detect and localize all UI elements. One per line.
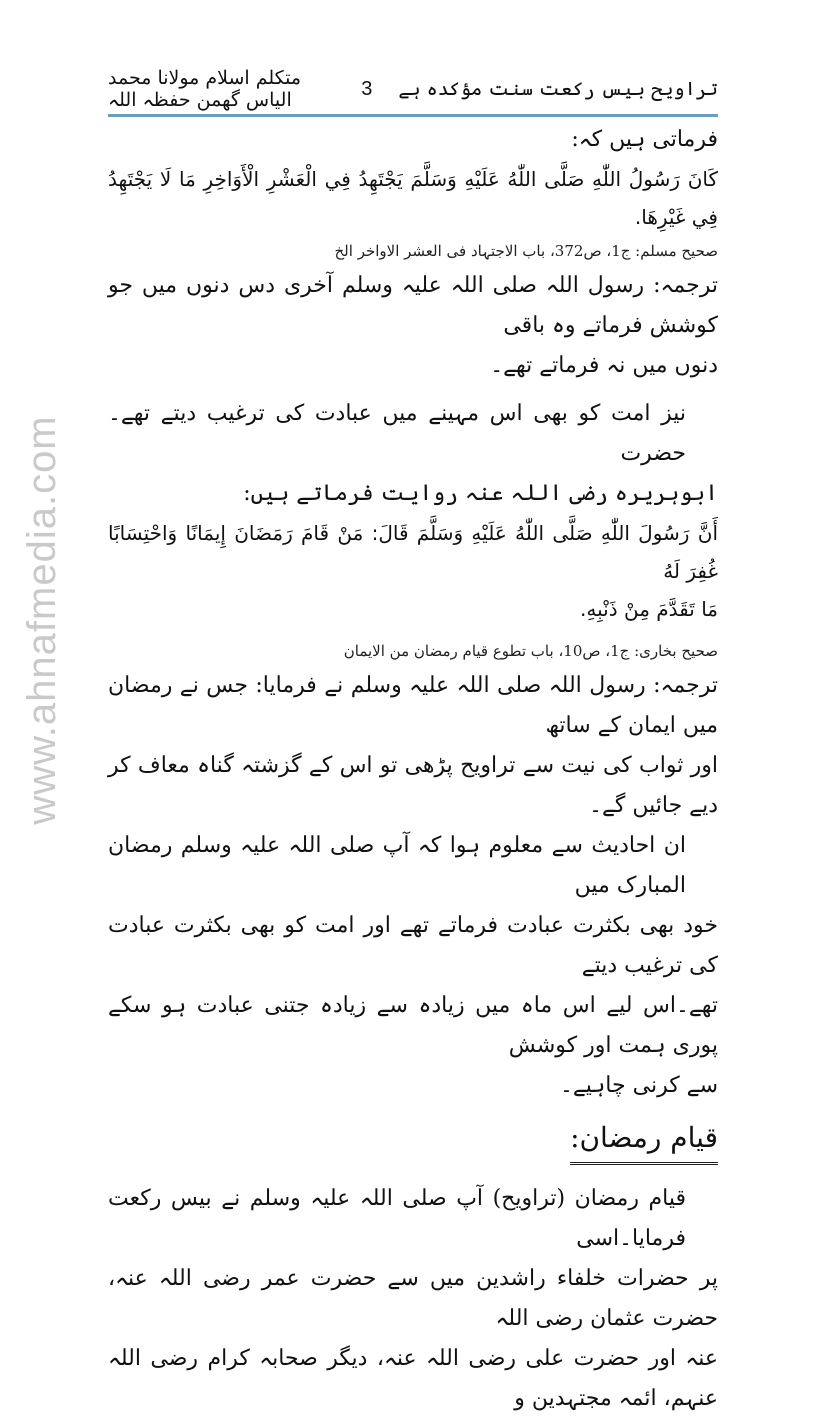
paragraph-line: ان احادیث سے معلوم ہوا کہ آپ صلی اللہ علیہ وسلم رمضان المبارک میں [108,833,686,898]
paragraph-line: قیام رمضان (تراویح) آپ صلی اللہ علیہ وسلم نے بیس رکعت فرمایا۔اسی [108,1186,686,1251]
reference-line: صحیح مسلم: ج1، ص372، باب الاجتہاد فی العشر الاواخر الخ [334,242,718,260]
paragraph-line: خود بھی بکثرت عبادت فرماتے تھے اور امت کو بھی بکثرت عبادت کی ترغیب دیتے [108,913,718,978]
text-line: فرماتی ہیں کہ: [571,127,718,152]
page-number: 3 [361,77,373,100]
watermark: www.ahnafmedia.com [20,415,64,825]
translation-line: ترجمہ: رسول اللہ صلی اللہ علیہ وسلم آخری دس دنوں میں جو کوشش فرماتے وہ باقی [108,273,718,338]
paragraph-line: نیز امت کو بھی اس مہینے میں عبادت کی ترغیب دیتے تھے۔حضرت [108,401,686,466]
header-author: متکلم اسلام مولانا محمد الیاس گھمن حفظہ اللہ [108,67,302,111]
translation-line: دنوں میں نہ فرماتے تھے۔ [490,353,718,378]
arabic-hadith-line: مَا تَقَدَّمَ مِنْ ذَنْبِهِ. [580,597,718,621]
translation-line: ترجمہ: رسول اللہ صلی اللہ علیہ وسلم نے فرمایا: جس نے رمضان میں ایمان کے ساتھ [108,673,718,738]
reference-line: صحیح بخاری: ج1، ص10، باب تطوع قیام رمضان من الایمان [343,642,718,660]
paragraph-line: ابوہریرہ رضی اللہ عنہ روایت فرماتے ہیں: [243,481,718,506]
section-heading: قیام رمضان: [570,1116,718,1165]
arabic-hadith-line: أَنَّ رَسُولَ اللّٰهِ صَلَّى اللّٰهُ عَلَيْهِ وَسَلَّمَ قَالَ: مَنْ قَامَ رَمَضَانَ إِيمَانًا وَاحْتِسَابًا غُفِرَ لَهُ [108,521,718,583]
translation-line: اور ثواب کی نیت سے تراویح پڑھی تو اس کے گزشتہ گناہ معاف کر دیے جائیں گے۔ [108,753,718,818]
body-text [108,120,718,1419]
page [108,0,718,1411]
paragraph-line: عنہ اور حضرت علی رضی اللہ عنہ، دیگر صحابہ کرام رضی اللہ عنہم، ائمہ مجتہدین و [108,1346,718,1411]
arabic-hadith-line: كَانَ رَسُولُ اللّٰهِ صَلَّى اللّٰهُ عَلَيْهِ وَسَلَّمَ يَجْتَهِدُ فِي الْعَشْرِ الْأَوَاخِرِ مَا لَا يَجْتَهِدُ فِي غَيْرِهَا. [108,167,718,229]
running-header [108,68,718,110]
paragraph-line: پر حضرات خلفاء راشدین میں سے حضرت عمر رضی اللہ عنہ، حضرت عثمان رضی اللہ [108,1266,718,1331]
paragraph-line: سے کرنی چاہیے۔ [560,1073,718,1098]
header-rule [108,114,718,117]
header-title: تراویح بیس رکعت سنت مؤکدہ ہے [398,78,718,100]
paragraph-line: تھے۔اس لیے اس ماہ میں زیادہ سے زیادہ جتنی عبادت ہو سکے پوری ہمت اور کوشش [108,993,718,1058]
